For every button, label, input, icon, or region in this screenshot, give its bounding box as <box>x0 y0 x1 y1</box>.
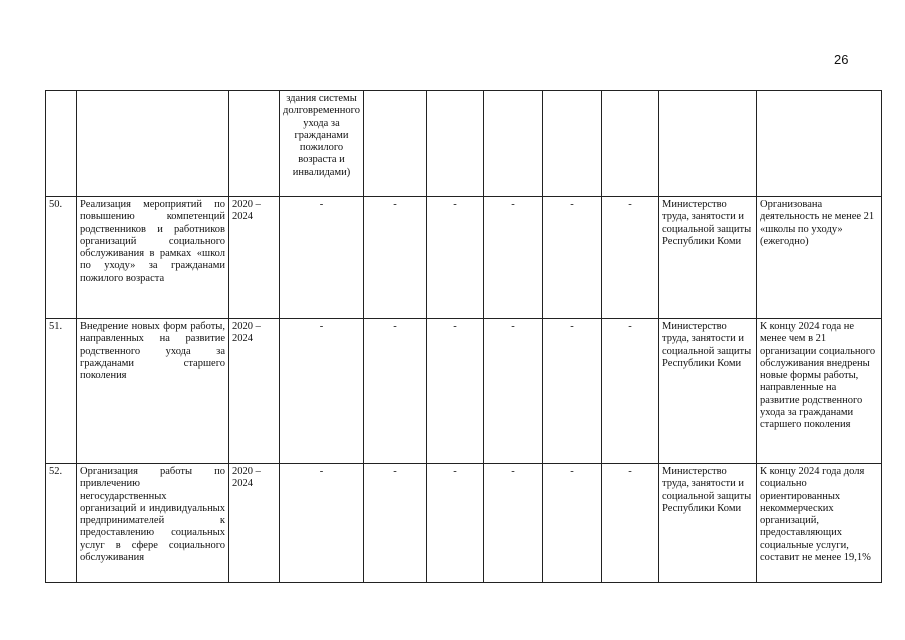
page-number: 26 <box>834 52 849 67</box>
dash-cell: - <box>364 319 427 464</box>
period-cell: 2020 – 2024 <box>229 197 280 319</box>
dash-cell: - <box>280 464 364 583</box>
table-row <box>46 464 882 583</box>
dash-cell: - <box>602 197 659 319</box>
period-cell: 2020 – 2024 <box>229 464 280 583</box>
dash-cell: - <box>280 319 364 464</box>
dash-cell: - <box>543 319 602 464</box>
dash-cell: - <box>364 464 427 583</box>
result-cell: К концу 2024 года не менее чем в 21 организации социального обслуживания внедрены новые формы работы, направленные на развитие родственного ухода за гражданами старшего поколения <box>757 319 882 464</box>
dash-cell: - <box>484 319 543 464</box>
table-row <box>46 197 882 319</box>
executor-cell: Министерство труда, занятости и социальной защиты Республики Коми <box>659 464 757 583</box>
activity-cell: Организация работы по привлечению негосударственных организаций и индивидуальных предпринимателей к предоставлению социальных услуг в сфере социального обслуживания <box>77 464 229 583</box>
dash-cell: - <box>543 464 602 583</box>
continuation-cell: здания системы долговременного ухода за гражданами пожилого возраста и инвалидами) <box>280 91 364 197</box>
table-row <box>46 319 882 464</box>
dash-cell: - <box>427 464 484 583</box>
dash-cell: - <box>602 319 659 464</box>
activity-cell: Внедрение новых форм работы, направленных на развитие родственного ухода за гражданами старшего поколения <box>77 319 229 464</box>
dash-cell: - <box>484 197 543 319</box>
continuation-row <box>46 91 882 197</box>
activity-cell: Реализация мероприятий по повышению компетенций родственников и работников организаций социального обслуживания в рамках «школ по уходу» за гражданами пожилого возраста <box>77 197 229 319</box>
period-cell: 2020 – 2024 <box>229 319 280 464</box>
dash-cell: - <box>484 464 543 583</box>
dash-cell: - <box>364 197 427 319</box>
result-cell: Организована деятельность не менее 21 «школы по уходу» (ежегодно) <box>757 197 882 319</box>
activities-table <box>45 90 882 583</box>
dash-cell: - <box>602 464 659 583</box>
row-number: 50. <box>46 197 77 319</box>
dash-cell: - <box>427 319 484 464</box>
executor-cell: Министерство труда, занятости и социальной защиты Республики Коми <box>659 319 757 464</box>
row-number: 51. <box>46 319 77 464</box>
executor-cell: Министерство труда, занятости и социальной защиты Республики Коми <box>659 197 757 319</box>
dash-cell: - <box>543 197 602 319</box>
dash-cell: - <box>427 197 484 319</box>
row-number: 52. <box>46 464 77 583</box>
result-cell: К концу 2024 года доля социально ориентированных некоммерческих организаций, предоставляющих социальные услуги, составит не менее 19,1% <box>757 464 882 583</box>
dash-cell: - <box>280 197 364 319</box>
